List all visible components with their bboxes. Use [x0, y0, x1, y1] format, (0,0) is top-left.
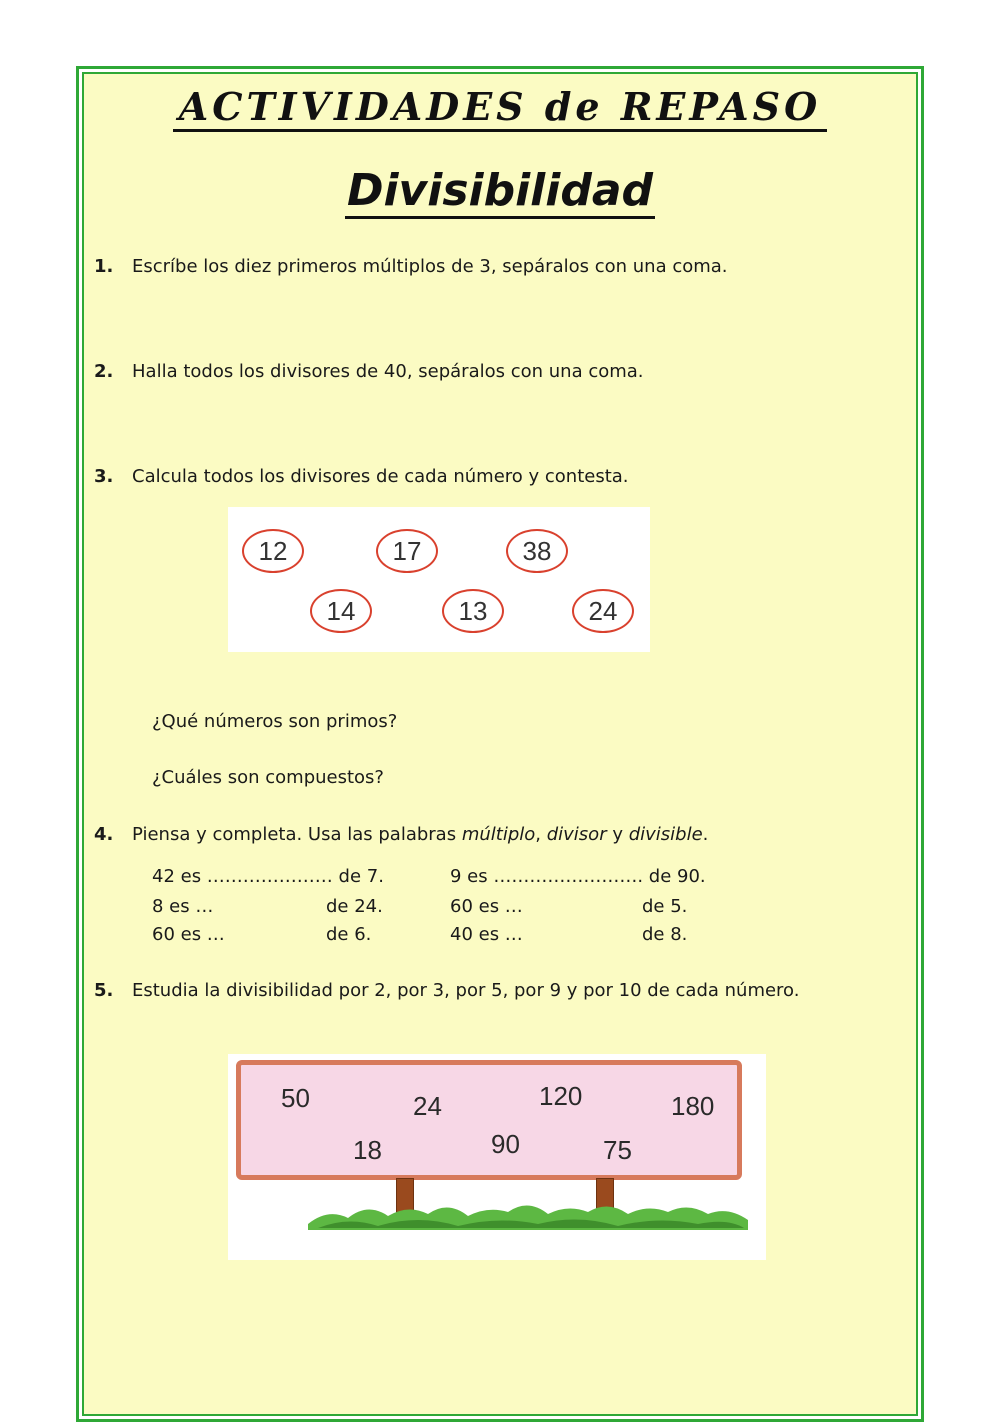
- primes-question: ¿Qué números son primos?: [152, 711, 398, 732]
- keyword-multiplo: múltiplo: [461, 824, 536, 845]
- question-number: 4.: [94, 824, 114, 845]
- sign-number: 180: [671, 1091, 715, 1121]
- question-text: Calcula todos los divisores de cada número y contesta.: [132, 466, 629, 487]
- sign-board: [236, 1060, 742, 1180]
- question-1: [94, 256, 728, 277]
- fill-row-2-right-end: de 5.: [642, 896, 688, 917]
- question-text: Estudia la divisibilidad por 2, por 3, por 5, por 9 y por 10 de cada número.: [132, 980, 800, 1001]
- question-4: [94, 824, 708, 845]
- sign-number: 50: [281, 1083, 310, 1113]
- composites-question: ¿Cuáles son compuestos?: [152, 767, 384, 788]
- sign-number: 18: [353, 1135, 382, 1165]
- grass-illustration: [308, 1194, 748, 1230]
- fill-row-3-left: 60 es …: [152, 924, 225, 945]
- worksheet-title: ACTIVIDADES de REPASO: [0, 84, 1000, 129]
- sign-number: 75: [603, 1135, 632, 1165]
- fill-row-3-right: 40 es …: [450, 924, 523, 945]
- number-circle: 24: [572, 589, 634, 633]
- sign-number: 120: [539, 1081, 583, 1111]
- number-circle: 38: [506, 529, 568, 573]
- separator: y: [606, 824, 629, 845]
- fill-row-2-left: 8 es …: [152, 896, 214, 917]
- question-text: Halla todos los divisores de 40, sepáralos con una coma.: [132, 361, 644, 382]
- keyword-divisible: divisible: [628, 824, 703, 845]
- separator: .: [702, 824, 709, 845]
- fill-row-3-left-end: de 6.: [326, 924, 372, 945]
- separator: ,: [535, 824, 547, 845]
- question-text: Escríbe los diez primeros múltiplos de 3, sepáralos con una coma.: [132, 256, 728, 277]
- fill-row-1-left: 42 es ………………… de 7.: [152, 866, 384, 887]
- numbers-sign-illustration: [228, 1054, 766, 1260]
- sign-number: 90: [491, 1129, 520, 1159]
- numbers-circles-panel: [228, 507, 650, 652]
- fill-row-2-left-end: de 24.: [326, 896, 383, 917]
- question-number: 5.: [94, 980, 114, 1001]
- fill-row-1-right: 9 es ……………………. de 90.: [450, 866, 706, 887]
- number-circle: 12: [242, 529, 304, 573]
- sign-number: 24: [413, 1091, 442, 1121]
- keyword-divisor: divisor: [546, 824, 607, 845]
- fill-row-2-right: 60 es …: [450, 896, 523, 917]
- question-number: 1.: [94, 256, 114, 277]
- question-2: [94, 361, 644, 382]
- fill-row-3-right-end: de 8.: [642, 924, 688, 945]
- question-number: 2.: [94, 361, 114, 382]
- number-circle: 14: [310, 589, 372, 633]
- question-3: [94, 466, 629, 487]
- question-5: [94, 980, 799, 1001]
- worksheet-subtitle: Divisibilidad: [0, 165, 1000, 216]
- question-text: Piensa y completa. Usa las palabras: [132, 824, 462, 845]
- question-number: 3.: [94, 466, 114, 487]
- number-circle: 13: [442, 589, 504, 633]
- number-circle: 17: [376, 529, 438, 573]
